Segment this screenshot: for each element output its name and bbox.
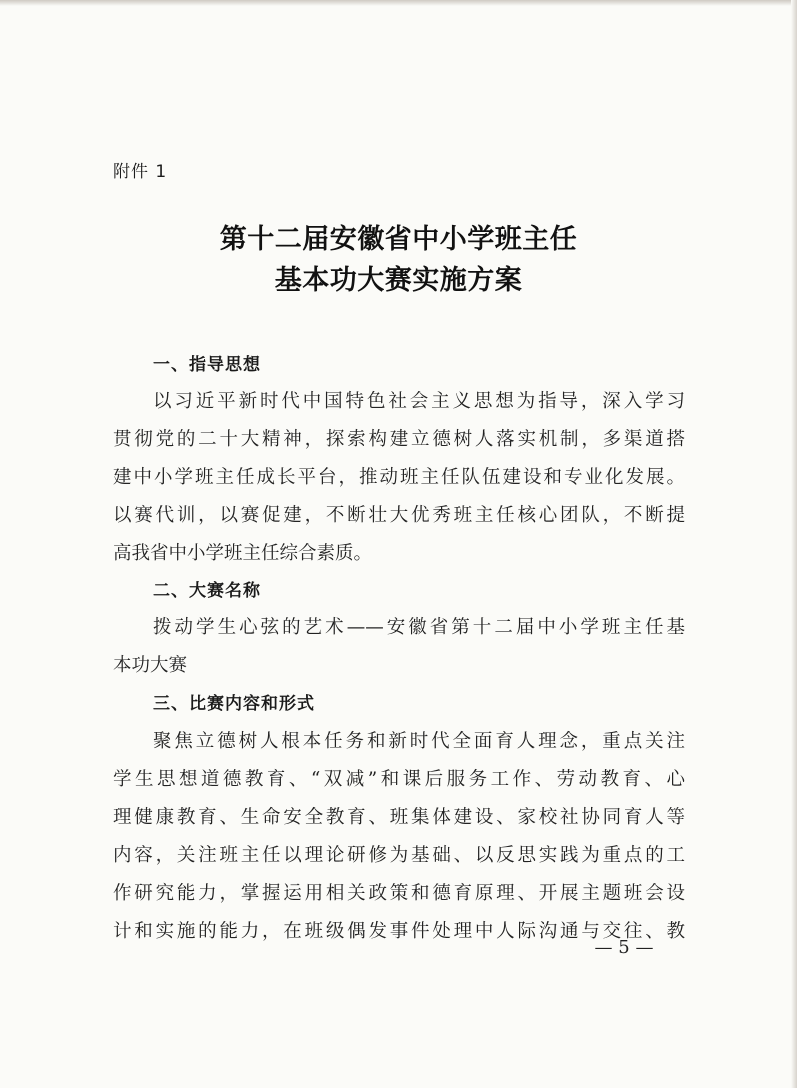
paragraph-line: 作研究能力，掌握运用相关政策和德育原理、开展主题班会设 — [113, 883, 685, 904]
paragraph-line: 以习近平新时代中国特色社会主义思想为指导，深入学习 — [153, 391, 685, 412]
paragraph-line: 聚焦立德树人根本任务和新时代全面育人理念，重点关注 — [153, 731, 685, 752]
paragraph-line: 理健康教育、生命安全教育、班集体建设、家校社协同育人等 — [113, 807, 685, 828]
paragraph-line: 内容，关注班主任以理论研修为基础、以反思实践为重点的工 — [113, 845, 685, 866]
page-number: — 5 — — [594, 937, 654, 958]
paragraph-line: 学生思想道德教育、“双减”和课后服务工作、劳动教育、心 — [113, 769, 685, 790]
section-heading-guiding-ideology: 一、指导思想 — [153, 355, 261, 375]
scan-edge-right — [791, 0, 797, 1088]
attachment-label: 附件 1 — [113, 162, 168, 182]
section-heading-content-and-format: 三、比赛内容和形式 — [153, 694, 315, 714]
paragraph-line: 建中小学班主任成长平台，推动班主任队伍建设和专业化发展。 — [113, 467, 685, 488]
paragraph-line: 以赛代训，以赛促建，不断壮大优秀班主任核心团队，不断提 — [113, 505, 685, 526]
paragraph-line: 计和实施的能力，在班级偶发事件处理中人际沟通与交往、教 — [113, 921, 685, 942]
paragraph-line: 本功大赛 — [113, 655, 188, 676]
section-heading-contest-name: 二、大赛名称 — [153, 581, 261, 601]
paragraph-line: 高我省中小学班主任综合素质。 — [113, 543, 373, 564]
scan-edge-top — [0, 0, 797, 6]
document-title-line-2: 基本功大赛实施方案 — [274, 265, 523, 296]
document-title-line-1: 第十二届安徽省中小学班主任 — [219, 224, 578, 255]
paragraph-line: 贯彻党的二十大精神，探索构建立德树人落实机制，多渠道搭 — [113, 429, 685, 450]
paragraph-line: 拨动学生心弦的艺术——安徽省第十二届中小学班主任基 — [153, 617, 685, 638]
